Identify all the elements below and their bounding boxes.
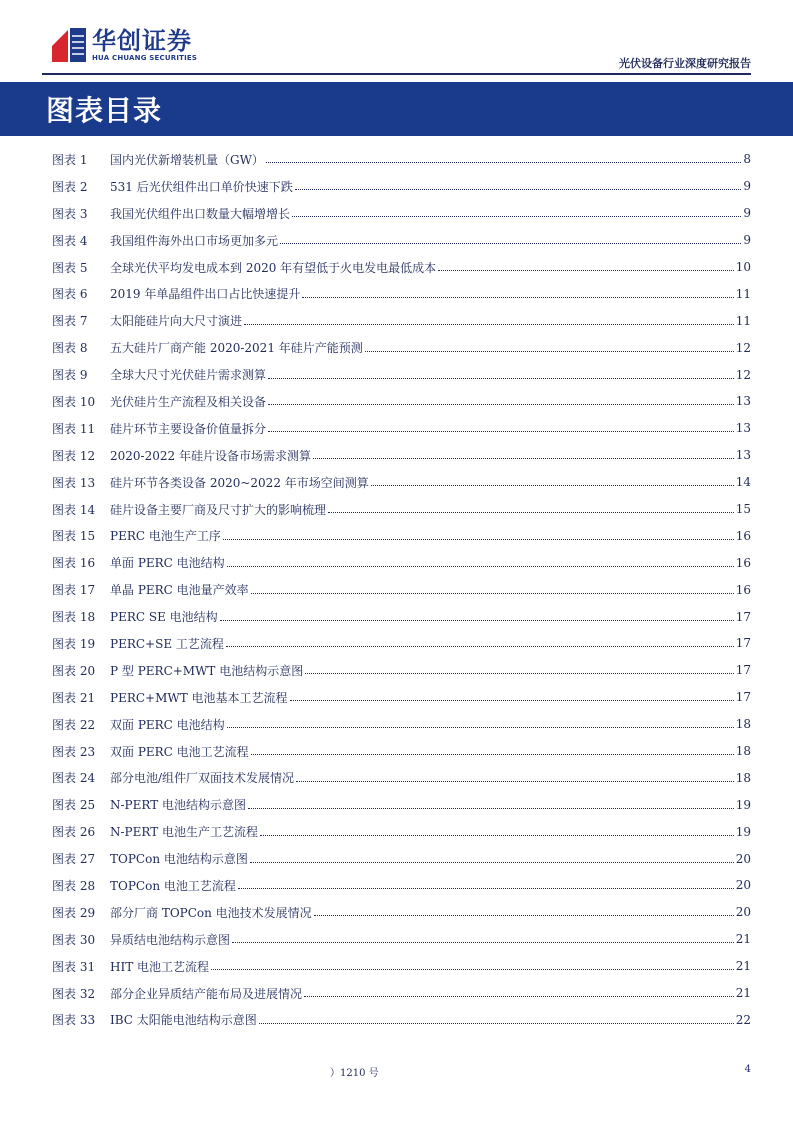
- toc-entry[interactable]: [52, 307, 751, 334]
- toc-dot-leader: [211, 968, 734, 970]
- toc-entry-title: 硅片环节各类设备 2020~2022 年市场空间测算: [110, 475, 369, 490]
- page-number: 4: [744, 1064, 751, 1075]
- toc-entry-title: 单晶 PERC 电池量产效率: [110, 583, 249, 598]
- toc-entry-label: 图表 18: [52, 610, 96, 625]
- toc-entry-page: 17: [735, 690, 751, 705]
- toc-entry-label: 图表 21: [52, 690, 96, 705]
- toc-entry-page: 8: [743, 152, 751, 167]
- toc-entry[interactable]: [52, 173, 751, 200]
- toc-dot-leader: [250, 861, 734, 863]
- toc-entry-title: PERC+SE 工艺流程: [110, 636, 224, 651]
- toc-dot-leader: [220, 619, 734, 621]
- toc-entry[interactable]: [52, 361, 751, 388]
- toc-entry-title: 部分企业异质结产能布局及进展情况: [110, 986, 303, 1001]
- toc-entry-label: 图表 1: [52, 152, 88, 167]
- toc-entry[interactable]: [52, 522, 751, 549]
- toc-dot-leader: [290, 699, 734, 701]
- toc-entry-title: 531 后光伏组件出口单价快速下跌: [110, 179, 293, 194]
- toc-entry-label: 图表 11: [52, 421, 96, 436]
- toc-entry-title: 硅片设备主要厂商及尺寸扩大的影响梳理: [110, 502, 327, 517]
- toc-dot-leader: [244, 323, 734, 325]
- toc-entry[interactable]: [52, 442, 751, 469]
- toc-entry-label: 图表 20: [52, 663, 96, 678]
- toc-entry-title: 2019 年单晶组件出口占比快速提升: [110, 287, 301, 302]
- toc-entry-title: 双面 PERC 电池结构: [110, 717, 225, 732]
- toc-dot-leader: [223, 538, 734, 540]
- toc-dot-leader: [295, 188, 742, 190]
- toc-entry-title: IBC 太阳能电池结构示意图: [110, 1013, 257, 1028]
- toc-entry[interactable]: [52, 254, 751, 281]
- toc-entry-label: 图表 24: [52, 771, 96, 786]
- toc-entry-page: 20: [735, 878, 751, 893]
- toc-dot-leader: [238, 887, 734, 889]
- toc-entry[interactable]: [52, 899, 751, 926]
- toc-entry[interactable]: [52, 469, 751, 496]
- toc-dot-leader: [280, 242, 741, 244]
- logo-mark-icon: [52, 28, 86, 62]
- toc-entry-label: 图表 2: [52, 179, 88, 194]
- toc-entry-page: 21: [735, 959, 751, 974]
- toc-entry-label: 图表 19: [52, 636, 96, 651]
- table-of-figures: [52, 146, 751, 1033]
- toc-entry[interactable]: [52, 872, 751, 899]
- toc-entry[interactable]: [52, 334, 751, 361]
- toc-entry-page: 10: [735, 260, 751, 274]
- section-title: 图表目录: [46, 94, 163, 127]
- section-banner: [0, 82, 793, 136]
- toc-dot-leader: [268, 430, 734, 432]
- toc-entry-title: 2020-2022 年硅片设备市场需求测算: [110, 448, 311, 463]
- toc-entry[interactable]: [52, 576, 751, 603]
- toc-entry-label: 图表 9: [52, 368, 88, 383]
- toc-entry-page: 11: [735, 313, 751, 328]
- toc-entry[interactable]: [52, 926, 751, 953]
- toc-entry[interactable]: [52, 388, 751, 415]
- toc-entry-title: 硅片环节主要设备价值量拆分: [110, 421, 267, 436]
- toc-entry[interactable]: [52, 953, 751, 980]
- toc-entry-page: 16: [735, 555, 751, 570]
- toc-entry-page: 15: [735, 502, 751, 517]
- toc-entry-page: 11: [735, 286, 751, 301]
- toc-entry[interactable]: [52, 549, 751, 576]
- toc-entry-label: 图表 28: [52, 878, 96, 893]
- toc-entry-page: 16: [735, 528, 751, 543]
- toc-dot-leader: [226, 645, 734, 647]
- toc-entry[interactable]: [52, 280, 751, 307]
- toc-entry-title: 我国组件海外出口市场更加多元: [110, 233, 279, 248]
- toc-entry-title: 五大硅片厂商产能 2020-2021 年硅片产能预测: [110, 341, 363, 356]
- toc-entry[interactable]: [52, 738, 751, 765]
- toc-entry-label: 图表 14: [52, 502, 96, 517]
- toc-entry-title: 异质结电池结构示意图: [110, 932, 231, 947]
- toc-entry-label: 图表 32: [52, 986, 96, 1001]
- toc-entry[interactable]: [52, 980, 751, 1007]
- toc-entry[interactable]: [52, 200, 751, 227]
- toc-dot-leader: [251, 592, 734, 594]
- toc-entry[interactable]: [52, 630, 751, 657]
- toc-entry-page: 18: [735, 770, 751, 785]
- toc-dot-leader: [266, 161, 741, 163]
- toc-dot-leader: [313, 457, 734, 459]
- toc-entry[interactable]: [52, 415, 751, 442]
- report-title: 光伏设备行业深度研究报告: [619, 57, 751, 70]
- toc-entry[interactable]: [52, 227, 751, 254]
- toc-dot-leader: [251, 753, 734, 755]
- toc-entry-page: 13: [735, 448, 751, 463]
- toc-entry-page: 13: [735, 394, 751, 409]
- toc-entry-label: 图表 8: [52, 341, 88, 356]
- toc-dot-leader: [292, 215, 741, 217]
- toc-entry-label: 图表 7: [52, 314, 88, 329]
- toc-dot-leader: [268, 403, 734, 405]
- toc-entry-page: 17: [735, 609, 751, 624]
- logo-english-name: HUA CHUANG SECURITIES: [92, 54, 198, 62]
- logo-chinese-name: 华创证券: [92, 27, 192, 55]
- toc-entry-page: 18: [735, 744, 751, 759]
- toc-entry-title: PERC 电池生产工序: [110, 529, 221, 544]
- toc-entry-page: 9: [743, 233, 751, 248]
- toc-dot-leader: [314, 914, 734, 916]
- toc-entry-label: 图表 15: [52, 529, 96, 544]
- toc-entry[interactable]: [52, 684, 751, 711]
- toc-entry-label: 图表 3: [52, 206, 88, 221]
- footer-license-text: ）1210 号: [330, 1068, 379, 1079]
- toc-dot-leader: [328, 511, 734, 513]
- toc-entry-title: 部分厂商 TOPCon 电池技术发展情况: [110, 905, 312, 920]
- toc-entry[interactable]: [52, 845, 751, 872]
- toc-entry-page: 9: [743, 206, 751, 221]
- toc-dot-leader: [227, 726, 734, 728]
- toc-entry-title: 光伏硅片生产流程及相关设备: [110, 394, 267, 409]
- toc-entry-label: 图表 26: [52, 825, 96, 840]
- toc-entry-page: 19: [735, 797, 751, 812]
- toc-entry-title: TOPCon 电池结构示意图: [110, 852, 248, 867]
- toc-entry-title: 我国光伏组件出口数量大幅增增长: [110, 206, 291, 221]
- toc-entry-page: 12: [735, 367, 751, 382]
- toc-entry[interactable]: [52, 711, 751, 738]
- toc-entry-label: 图表 6: [52, 287, 88, 302]
- toc-entry-title: 全球大尺寸光伏硅片需求测算: [110, 368, 267, 383]
- toc-entry-label: 图表 31: [52, 959, 96, 974]
- toc-entry[interactable]: [52, 657, 751, 684]
- toc-dot-leader: [260, 834, 734, 836]
- toc-entry-title: TOPCon 电池工艺流程: [110, 878, 236, 893]
- toc-entry[interactable]: [52, 791, 751, 818]
- toc-dot-leader: [438, 269, 734, 271]
- toc-entry-title: HIT 电池工艺流程: [110, 959, 210, 974]
- toc-entry-title: P 型 PERC+MWT 电池结构示意图: [110, 663, 304, 678]
- toc-entry-label: 图表 17: [52, 583, 96, 598]
- toc-entry-label: 图表 29: [52, 905, 96, 920]
- toc-entry-page: 18: [735, 717, 751, 732]
- toc-entry-page: 17: [735, 663, 751, 678]
- toc-entry-label: 图表 16: [52, 556, 96, 571]
- toc-entry-page: 13: [735, 421, 751, 436]
- toc-entry-label: 图表 22: [52, 717, 96, 732]
- toc-entry-title: PERC+MWT 电池基本工艺流程: [110, 690, 288, 705]
- toc-entry[interactable]: [52, 496, 751, 523]
- toc-entry[interactable]: [52, 603, 751, 630]
- toc-entry-label: 图表 33: [52, 1013, 96, 1028]
- toc-dot-leader: [302, 296, 733, 298]
- toc-entry-label: 图表 13: [52, 475, 96, 490]
- toc-entry-label: 图表 23: [52, 744, 96, 759]
- toc-entry-page: 20: [735, 851, 751, 866]
- toc-dot-leader: [227, 565, 734, 567]
- toc-dot-leader: [259, 1022, 734, 1024]
- toc-entry-page: 20: [735, 905, 751, 920]
- toc-entry-page: 19: [735, 824, 751, 839]
- toc-entry-label: 图表 30: [52, 932, 96, 947]
- toc-entry-title: N-PERT 电池结构示意图: [110, 798, 247, 813]
- toc-entry[interactable]: [52, 764, 751, 791]
- toc-entry[interactable]: [52, 818, 751, 845]
- toc-dot-leader: [268, 377, 734, 379]
- toc-entry-title: 单面 PERC 电池结构: [110, 556, 225, 571]
- toc-entry-label: 图表 4: [52, 233, 88, 248]
- toc-dot-leader: [232, 941, 734, 943]
- toc-entry-label: 图表 25: [52, 798, 96, 813]
- toc-entry[interactable]: [52, 146, 751, 173]
- header-divider: [42, 73, 751, 75]
- company-logo: [52, 28, 197, 62]
- toc-entry-page: 14: [735, 475, 751, 490]
- toc-entry-page: 16: [735, 582, 751, 597]
- toc-dot-leader: [296, 780, 734, 782]
- toc-dot-leader: [248, 807, 734, 809]
- toc-entry-page: 9: [743, 179, 751, 194]
- toc-entry-label: 图表 5: [52, 260, 88, 275]
- toc-entry-title: 双面 PERC 电池工艺流程: [110, 744, 249, 759]
- toc-entry-title: N-PERT 电池生产工艺流程: [110, 825, 259, 840]
- toc-entry-page: 12: [735, 340, 751, 355]
- toc-dot-leader: [365, 350, 734, 352]
- toc-entry-title: 太阳能硅片向大尺寸演进: [110, 314, 243, 329]
- toc-entry-page: 17: [735, 636, 751, 651]
- toc-dot-leader: [305, 672, 733, 674]
- toc-entry-title: 国内光伏新增装机量（GW）: [110, 152, 264, 167]
- toc-entry-label: 图表 12: [52, 448, 96, 463]
- toc-entry-title: 部分电池/组件厂双面技术发展情况: [110, 771, 295, 786]
- toc-entry[interactable]: [52, 1007, 751, 1034]
- toc-entry-page: 22: [735, 1012, 751, 1027]
- toc-entry-page: 21: [735, 986, 751, 1001]
- toc-entry-title: PERC SE 电池结构: [110, 610, 218, 625]
- toc-dot-leader: [304, 995, 734, 997]
- toc-dot-leader: [371, 484, 734, 486]
- toc-entry-page: 21: [735, 932, 751, 947]
- toc-entry-label: 图表 27: [52, 852, 96, 867]
- toc-entry-label: 图表 10: [52, 394, 96, 409]
- toc-entry-title: 全球光伏平均发电成本到 2020 年有望低于火电发电最低成本: [110, 260, 437, 275]
